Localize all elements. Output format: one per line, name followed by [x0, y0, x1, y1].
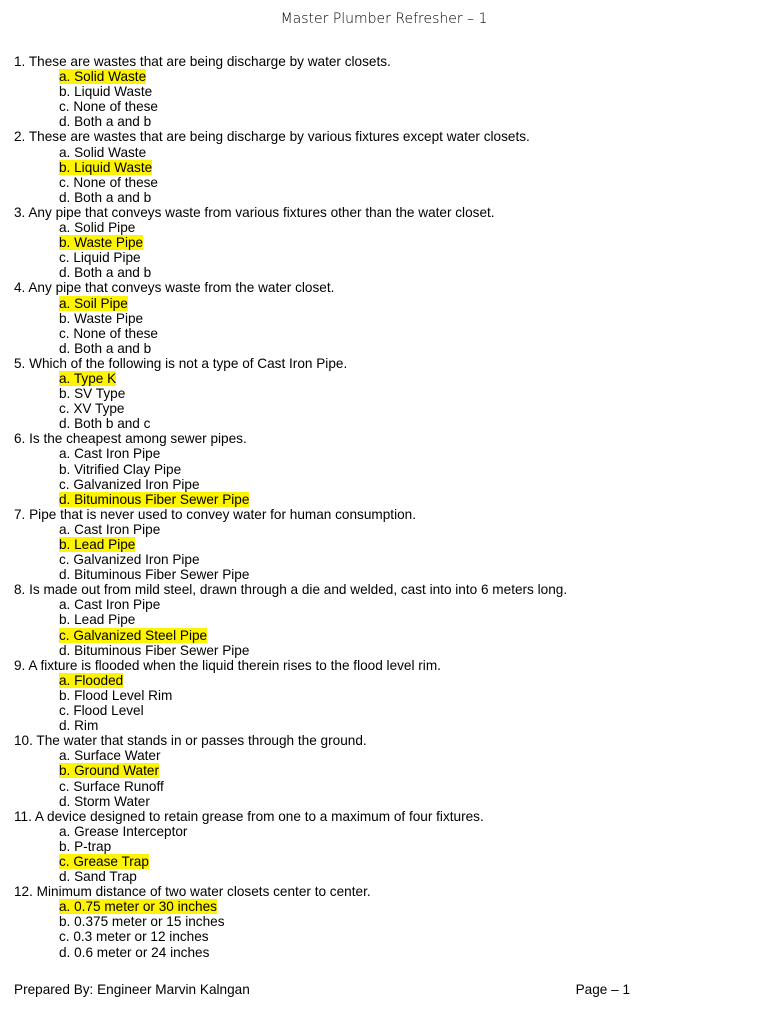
answer-option	[14, 99, 754, 114]
option-text: b. Liquid Waste	[59, 159, 153, 175]
option-text: b. SV Type	[59, 386, 126, 402]
question-item	[14, 54, 754, 129]
answer-option	[14, 945, 754, 960]
answer-option	[14, 522, 754, 537]
option-text: b. Waste Pipe	[59, 310, 144, 326]
answer-option	[14, 839, 754, 854]
answer-option	[14, 386, 754, 401]
answer-option-highlighted	[14, 537, 754, 552]
question-item	[14, 658, 754, 733]
option-text: d. Bituminous Fiber Sewer Pipe	[59, 567, 250, 583]
option-text: c. Flood Level	[59, 703, 144, 719]
answer-option	[14, 703, 754, 718]
question-text: 11. A device designed to retain grease from one to a maximum of four fixtures.	[14, 808, 484, 824]
question-text: 3. Any pipe that conveys waste from various fixtures other than the water closet.	[14, 204, 495, 220]
answer-option	[14, 688, 754, 703]
option-text: a. Cast Iron Pipe	[59, 446, 161, 462]
option-text: c. None of these	[59, 99, 158, 115]
question-list	[14, 54, 754, 960]
option-text: a. Solid Waste	[59, 144, 147, 160]
answer-option	[14, 552, 754, 567]
answer-option-highlighted	[14, 763, 754, 778]
answer-option	[14, 446, 754, 461]
answer-option	[14, 477, 754, 492]
option-text: c. Grease Trap	[59, 853, 149, 869]
option-text: d. Bituminous Fiber Sewer Pipe	[59, 642, 250, 658]
option-text: d. Both a and b	[59, 114, 152, 130]
option-text: c. Galvanized Iron Pipe	[59, 476, 200, 492]
option-text: c. Surface Runoff	[59, 778, 164, 794]
option-text: b. Lead Pipe	[59, 612, 136, 628]
option-text: c. XV Type	[59, 401, 125, 417]
answer-option	[14, 748, 754, 763]
option-text: b. Flood Level Rim	[59, 687, 173, 703]
answer-option-highlighted	[14, 296, 754, 311]
option-text: c. 0.3 meter or 12 inches	[59, 929, 209, 945]
option-text: c. None of these	[59, 325, 158, 341]
question-text: 7. Pipe that is never used to convey water for human consumption.	[14, 506, 416, 522]
answer-option-highlighted	[14, 69, 754, 84]
answer-option	[14, 824, 754, 839]
answer-option	[14, 929, 754, 944]
answer-option-highlighted	[14, 854, 754, 869]
answer-option-highlighted	[14, 899, 754, 914]
answer-option	[14, 145, 754, 160]
answer-option	[14, 175, 754, 190]
answer-option-highlighted	[14, 673, 754, 688]
question-item	[14, 205, 754, 280]
option-text: b. Vitrified Clay Pipe	[59, 461, 182, 477]
answer-option	[14, 718, 754, 733]
answer-option-highlighted	[14, 371, 754, 386]
question-text: 1. These are wastes that are being discharge by water closets.	[14, 54, 391, 69]
page-number: Page – 1	[575, 982, 630, 997]
question-text: 9. A fixture is flooded when the liquid therein rises to the flood level rim.	[14, 657, 441, 673]
page-title: Master Plumber Refresher – 1	[280, 11, 488, 27]
answer-option	[14, 114, 754, 129]
answer-option	[14, 597, 754, 612]
answer-option	[14, 341, 754, 356]
option-text: a. Soil Pipe	[59, 295, 128, 311]
prepared-by-text: Prepared By: Engineer Marvin Kalngan	[14, 982, 250, 997]
question-text: 12. Minimum distance of two water closets center to center.	[14, 884, 371, 900]
question-item	[14, 280, 754, 355]
question-text: 8. Is made out from mild steel, drawn through a die and welded, cast into into 6 meters long.	[14, 582, 568, 598]
option-text: a. Cast Iron Pipe	[59, 521, 161, 537]
option-text: c. None of these	[59, 174, 158, 190]
answer-option	[14, 612, 754, 627]
option-text: c. Liquid Pipe	[59, 250, 141, 266]
answer-option	[14, 84, 754, 99]
option-text: a. Flooded	[59, 672, 124, 688]
question-text: 4. Any pipe that conveys waste from the water closet.	[14, 280, 335, 296]
question-text: 2. These are wastes that are being discharge by various fixtures except water closets.	[14, 129, 530, 145]
option-text: a. Type K	[59, 370, 117, 386]
answer-option	[14, 643, 754, 658]
answer-option	[14, 326, 754, 341]
answer-option-highlighted	[14, 628, 754, 643]
answer-option	[14, 567, 754, 582]
option-text: b. 0.375 meter or 15 inches	[59, 914, 225, 930]
option-text: d. Storm Water	[59, 793, 150, 809]
question-text: 6. Is the cheapest among sewer pipes.	[14, 431, 247, 447]
option-text: b. Lead Pipe	[59, 537, 136, 552]
option-text: d. Both a and b	[59, 340, 152, 356]
option-text: d. Both a and b	[59, 265, 152, 281]
answer-option	[14, 416, 754, 431]
question-text: 5. Which of the following is not a type of Cast Iron Pipe.	[14, 355, 348, 371]
answer-option	[14, 462, 754, 477]
option-text: d. Rim	[59, 718, 99, 734]
option-text: b. P-trap	[59, 838, 112, 854]
question-item	[14, 507, 754, 582]
option-text: d. 0.6 meter or 24 inches	[59, 944, 210, 960]
answer-option	[14, 869, 754, 884]
answer-option	[14, 401, 754, 416]
option-text: a. Surface Water	[59, 748, 161, 764]
answer-option	[14, 265, 754, 280]
option-text: a. Cast Iron Pipe	[59, 597, 161, 613]
answer-option	[14, 311, 754, 326]
question-item	[14, 129, 754, 204]
answer-option	[14, 250, 754, 265]
option-text: b. Ground Water	[59, 763, 159, 779]
answer-option	[14, 190, 754, 205]
option-text: b. Liquid Waste	[59, 84, 153, 100]
answer-option	[14, 779, 754, 794]
option-text: d. Both b and c	[59, 416, 151, 432]
option-text: a. Solid Waste	[59, 69, 147, 85]
option-text: d. Bituminous Fiber Sewer Pipe	[59, 491, 250, 507]
option-text: d. Sand Trap	[59, 869, 137, 885]
answer-option	[14, 794, 754, 809]
question-text: 10. The water that stands in or passes through the ground.	[14, 733, 367, 749]
question-item	[14, 582, 754, 657]
answer-option-highlighted	[14, 492, 754, 507]
option-text: b. Waste Pipe	[59, 235, 144, 251]
question-item	[14, 884, 754, 959]
option-text: d. Both a and b	[59, 189, 152, 205]
question-item	[14, 809, 754, 884]
question-item	[14, 733, 754, 808]
option-text: c. Galvanized Steel Pipe	[59, 627, 208, 643]
option-text: c. Galvanized Iron Pipe	[59, 552, 200, 568]
question-item	[14, 356, 754, 431]
option-text: a. Grease Interceptor	[59, 823, 188, 839]
answer-option-highlighted	[14, 235, 754, 250]
option-text: a. 0.75 meter or 30 inches	[59, 899, 217, 915]
answer-option	[14, 220, 754, 235]
option-text: a. Solid Pipe	[59, 220, 136, 236]
answer-option	[14, 914, 754, 929]
answer-option-highlighted	[14, 160, 754, 175]
question-item	[14, 431, 754, 506]
